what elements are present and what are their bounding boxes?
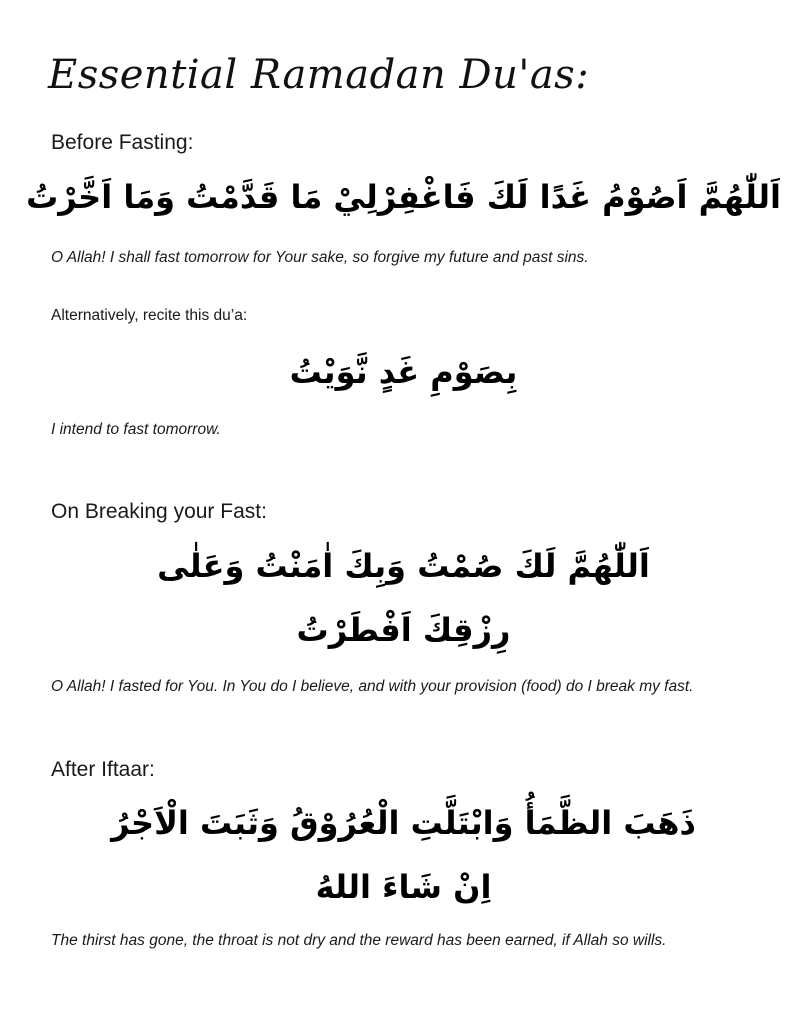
translation-before-fasting: O Allah! I shall fast tomorrow for Your sake, so forgive my future and past sins.: [51, 249, 589, 266]
translation-breaking-fast: O Allah! I fasted for You. In You do I believe, and with your provision (food) do I break my fast.: [51, 678, 694, 695]
translation-after-iftaar: The thirst has gone, the throat is not dry and the reward has been earned, if Allah so wills.: [51, 932, 667, 949]
arabic-dua-after-iftaar-line-1: ذَهَبَ الظَّمَأُ وَابْتَلَّتِ الْعُرُوْقُ وَثَبَتَ الْاَجْرُ: [111, 804, 696, 842]
arabic-dua-breaking-fast-line-2: رِزْقِكَ اَفْطَرْتُ: [296, 611, 511, 649]
page-title: Essential Ramadan Du'as:: [48, 52, 590, 98]
section-heading-before-fasting: Before Fasting:: [51, 131, 194, 154]
section-heading-breaking-fast: On Breaking your Fast:: [51, 500, 267, 523]
alternative-note: Alternatively, recite this du’a:: [51, 307, 248, 324]
arabic-dua-before-fasting: اَللّٰهُمَّ اَصُوْمُ غَدًا لَكَ فَاغْفِرْلِيْ مَا قَدَّمْتُ وَمَا اَخَّرْتُ: [26, 178, 781, 216]
translation-alternative: I intend to fast tomorrow.: [51, 421, 221, 438]
arabic-dua-alternative: بِصَوْمِ غَدٍ نَّوَيْتُ: [289, 353, 518, 391]
arabic-dua-breaking-fast-line-1: اَللّٰهُمَّ لَكَ صُمْتُ وَبِكَ اٰمَنْتُ وَعَلٰى: [157, 547, 650, 585]
section-heading-after-iftaar: After Iftaar:: [51, 758, 155, 781]
arabic-dua-after-iftaar-line-2: اِنْ شَاءَ اللهُ: [315, 868, 492, 906]
